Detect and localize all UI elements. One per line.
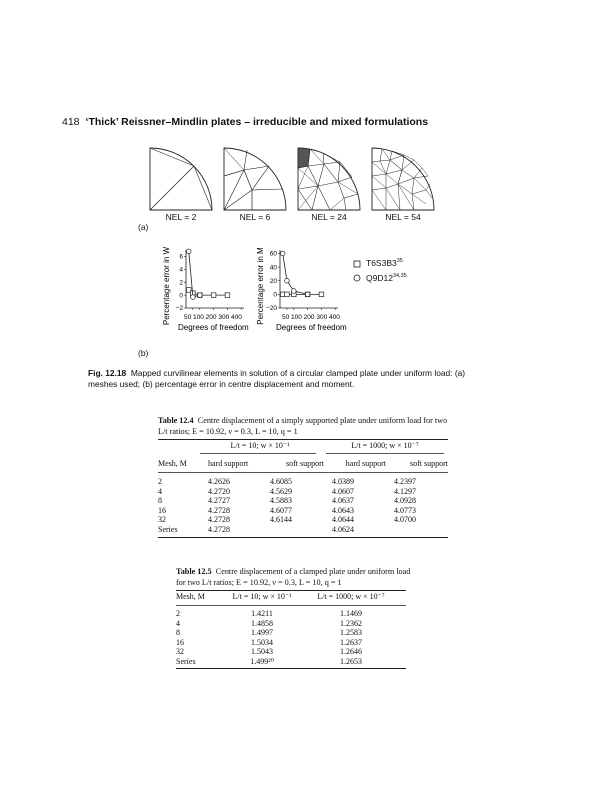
table-12-4-group-2: L/t = 1000; w × 10⁻⁷ — [351, 441, 419, 450]
y-tick-label: 6 — [179, 253, 183, 261]
table-cell: 1.2583 — [340, 628, 362, 637]
table-cell: 4.0389 — [332, 477, 354, 486]
table-cell: 1.2637 — [340, 637, 362, 647]
table-cell: 1.4211 — [251, 609, 273, 618]
table-row — [172, 619, 400, 629]
table-row — [154, 506, 452, 516]
table-cell: 4.0624 — [332, 524, 354, 534]
table-12-4-group-1-rule — [200, 453, 316, 454]
y-tick-label: 20 — [269, 277, 277, 285]
table-cell: 4.2728 — [208, 515, 230, 524]
plot-m-xlabel: Degrees of freedom — [276, 323, 347, 332]
plot-error-w — [160, 244, 256, 338]
table-12-4-bottom-rule — [158, 537, 448, 538]
table-12-5-header — [172, 592, 400, 602]
mesh-nel-24 — [296, 146, 362, 212]
table-cell: 8 — [176, 628, 180, 637]
table-cell: 4.0637 — [332, 496, 354, 505]
table-cell: 1.4997 — [251, 628, 273, 637]
table-row — [172, 647, 400, 657]
table-cell: 4.6144 — [270, 515, 292, 524]
table-12-4-top-rule — [158, 439, 448, 440]
mesh-label-nel-54: NEL = 54 — [385, 212, 421, 222]
mesh-label-nel-6: NEL = 6 — [239, 212, 271, 222]
y-tick-label: −2 — [175, 305, 183, 313]
legend-circle-marker — [354, 275, 360, 281]
legend-name-q9d12: Q9D12 — [366, 273, 393, 283]
plot-error-m — [254, 244, 350, 338]
table-row — [154, 496, 452, 506]
mesh-label-nel-2: NEL = 2 — [165, 212, 197, 222]
running-header — [62, 116, 428, 128]
table-12-4-label: Table 12.4 — [158, 416, 194, 425]
circle-point — [280, 251, 285, 256]
table-12-5-col-mesh: Mesh, M — [176, 592, 205, 601]
table-cell: 4.0773 — [394, 505, 416, 515]
page-number: 418 — [62, 116, 80, 128]
panel-b-label: (b) — [138, 348, 149, 358]
table-12-4-col-mesh: Mesh, M — [158, 459, 187, 468]
table-12-5-top-rule — [176, 590, 406, 591]
table-row — [154, 487, 452, 497]
table-row — [172, 657, 400, 667]
table-cell: 4.6085 — [270, 477, 292, 486]
circle-point — [191, 295, 196, 300]
circle-point — [285, 278, 290, 283]
mesh-nel-54 — [370, 146, 436, 212]
legend-entry-t6s3b3 — [366, 258, 403, 268]
table-cell: 1.1469 — [340, 609, 362, 618]
table-cell: 4.0928 — [394, 496, 416, 505]
legend-name-t6s3b3: T6S3B3 — [366, 258, 397, 268]
series-line-q9d12 — [283, 253, 308, 294]
table-row — [154, 515, 452, 525]
table-cell: 32 — [158, 515, 166, 524]
table-cell: 4.2626 — [208, 477, 230, 486]
square-point — [225, 293, 230, 298]
circle-point — [305, 292, 310, 297]
table-row — [172, 638, 400, 648]
table-cell: 4.0644 — [332, 515, 354, 524]
table-cell: 1.5043 — [251, 647, 273, 656]
panel-a-label: (a) — [138, 222, 149, 232]
table-cell: 1.4858 — [251, 618, 273, 628]
table-12-5-col-lt1000: L/t = 1000; w × 10⁻⁷ — [317, 592, 385, 601]
table-cell: 1.5034 — [251, 637, 273, 647]
figure-caption-text: Mapped curvilinear elements in solution of a circular clamped plate under uniform load: (a) meshes used; (b) percentage error in centre displacement and moment. — [88, 368, 466, 389]
legend-markers — [352, 258, 364, 288]
table-12-5-col-lt10: L/t = 10; w × 10⁻¹ — [232, 592, 292, 601]
table-cell — [390, 525, 452, 535]
table-12-4-header-rule — [158, 472, 448, 473]
table-12-5-caption — [176, 567, 416, 588]
table-12-4-group-1: L/t = 10; w × 10⁻¹ — [230, 441, 290, 450]
table-cell: 1.2646 — [340, 647, 362, 656]
table-cell: 16 — [158, 505, 166, 515]
table-12-4-caption — [158, 416, 448, 437]
y-tick-label: 4 — [179, 266, 183, 274]
plot-w-xlabel: Degrees of freedom — [178, 323, 249, 332]
table-12-4-group-2-rule — [326, 453, 444, 454]
table-row — [154, 525, 452, 535]
circle-point — [198, 293, 203, 298]
legend-ref-q9d12: 34,35 — [392, 273, 407, 280]
table-cell: 4.2727 — [208, 496, 230, 505]
square-point — [319, 292, 324, 297]
y-tick-label: 0 — [179, 292, 183, 300]
table-cell — [266, 525, 328, 535]
table-cell: 4.2728 — [208, 524, 230, 534]
plot-m-ylabel: Percentage error in M — [256, 247, 265, 325]
table-cell: 1.2362 — [340, 618, 362, 628]
table-cell: 4 — [158, 486, 162, 496]
table-12-4-header — [154, 459, 452, 469]
table-cell: 4.5883 — [270, 496, 292, 505]
table-cell: 4.1297 — [394, 486, 416, 496]
table-cell: 8 — [158, 496, 162, 505]
plot-w-xticks: 50 100 200 300 400 — [184, 314, 242, 321]
table-12-5-label: Table 12.5 — [176, 567, 212, 576]
table-row — [154, 477, 452, 487]
legend-square-marker — [354, 261, 360, 267]
y-tick-label: 60 — [269, 250, 277, 258]
table-cell: 2 — [158, 477, 162, 486]
table-cell: 4 — [176, 618, 180, 628]
table-cell: 4.2720 — [208, 486, 230, 496]
table-row — [172, 609, 400, 619]
table-cell: 4.0700 — [394, 515, 416, 524]
table-12-5-bottom-rule — [176, 668, 406, 669]
table-12-4-caption-text: Centre displacement of a simply supported plate under uniform load for two L/t ratios; E = 10.92, ν = 0.3, L = 10, q = 1 — [158, 416, 448, 436]
y-tick-label: 0 — [273, 291, 277, 299]
legend-ref-t6s3b3: 35 — [396, 258, 403, 265]
table-cell: 4.0607 — [332, 486, 354, 496]
table-row — [172, 628, 400, 638]
table-cell: 4.0643 — [332, 505, 354, 515]
table-cell: 4.6077 — [270, 505, 292, 515]
mesh-nel-6 — [222, 146, 288, 212]
table-12-4-col-soft-2: soft support — [410, 459, 448, 468]
table-cell: 32 — [176, 647, 184, 656]
table-cell: 1.499²⁰ — [250, 656, 274, 666]
table-12-5-caption-text: Centre displacement of a clamped plate under uniform load for two L/t ratios; E = 10.92, ν = 0.3, L = 10, q = 1 — [176, 567, 411, 587]
plot-w-ylabel: Percentage error in W — [162, 246, 171, 326]
table-cell: Series — [158, 524, 178, 534]
table-cell: 16 — [176, 637, 184, 647]
table-12-4-col-soft-1: soft support — [286, 459, 324, 468]
table-12-5-header-rule — [176, 605, 406, 606]
table-12-4-col-hard-2: hard support — [345, 459, 386, 468]
table-cell: 4.2397 — [394, 477, 416, 486]
circle-point — [292, 289, 297, 294]
mesh-nel-2 — [148, 146, 214, 212]
table-cell: 1.2653 — [340, 656, 362, 666]
running-title: ‘Thick’ Reissner–Mindlin plates – irreducible and mixed formulations — [85, 116, 429, 128]
square-point — [285, 292, 290, 297]
table-12-4-body — [154, 477, 452, 534]
figure-caption — [88, 368, 488, 390]
table-cell: 2 — [176, 609, 180, 618]
table-cell: 4.5629 — [270, 486, 292, 496]
y-tick-label: −20 — [265, 305, 277, 313]
table-cell: Series — [176, 656, 196, 666]
figure-caption-label: Fig. 12.18 — [88, 368, 127, 378]
table-12-4-col-hard-1: hard support — [208, 459, 249, 468]
circle-point — [186, 249, 191, 254]
legend-entry-q9d12 — [366, 273, 407, 283]
mesh-label-nel-24: NEL = 24 — [311, 212, 347, 222]
y-tick-label: 2 — [179, 279, 183, 287]
table-cell: 4.2728 — [208, 505, 230, 515]
y-tick-label: 40 — [269, 264, 277, 272]
square-point — [211, 293, 216, 298]
table-12-5-body — [172, 609, 400, 666]
plot-m-xticks: 50 100 200 300 400 — [282, 314, 340, 321]
